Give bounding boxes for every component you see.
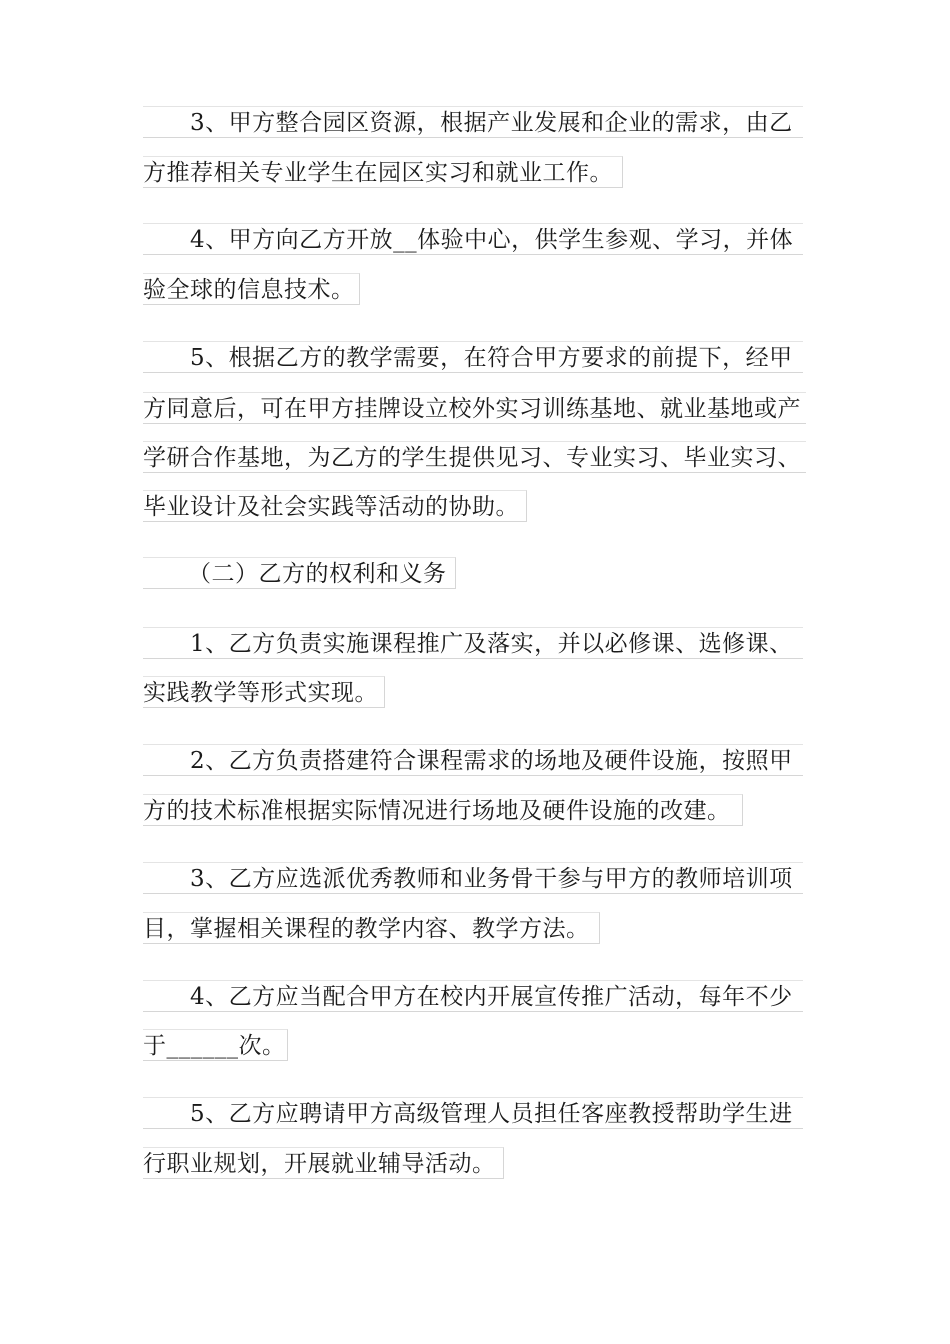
- section-heading: （二）乙方的权利和义务: [143, 557, 456, 589]
- text-line: 方的技术标准根据实际情况进行场地及硬件设施的改建。: [143, 794, 743, 826]
- text-line: 验全球的信息技术。: [143, 273, 360, 305]
- text-line: 行职业规划，开展就业辅导活动。: [143, 1147, 504, 1179]
- text-line: 5、乙方应聘请甲方高级管理人员担任客座教授帮助学生进: [143, 1097, 803, 1129]
- text-line: 学研合作基地，为乙方的学生提供见习、专业实习、毕业实习、: [143, 441, 806, 473]
- text-line: 4、甲方向乙方开放__体验中心，供学生参观、学习，并体: [143, 223, 803, 255]
- text-line: 5、根据乙方的教学需要，在符合甲方要求的前提下，经甲: [143, 341, 803, 373]
- text-line: 方同意后，可在甲方挂牌设立校外实习训练基地、就业基地或产: [143, 392, 806, 424]
- text-line: 4、乙方应当配合甲方在校内开展宣传推广活动，每年不少: [143, 980, 803, 1012]
- text-line: 1、乙方负责实施课程推广及落实，并以必修课、选修课、: [143, 627, 803, 659]
- text-line: 实践教学等形式实现。: [143, 676, 385, 708]
- text-line: 方推荐相关专业学生在园区实习和就业工作。: [143, 156, 623, 188]
- text-line: 3、甲方整合园区资源，根据产业发展和企业的需求，由乙: [143, 106, 803, 138]
- text-line: 2、乙方负责搭建符合课程需求的场地及硬件设施，按照甲: [143, 744, 803, 776]
- text-line: 3、乙方应选派优秀教师和业务骨干参与甲方的教师培训项: [143, 862, 803, 894]
- text-line: 毕业设计及社会实践等活动的协助。: [143, 490, 527, 522]
- text-line: 目，掌握相关课程的教学内容、教学方法。: [143, 912, 600, 944]
- text-line: 于______次。: [143, 1029, 288, 1061]
